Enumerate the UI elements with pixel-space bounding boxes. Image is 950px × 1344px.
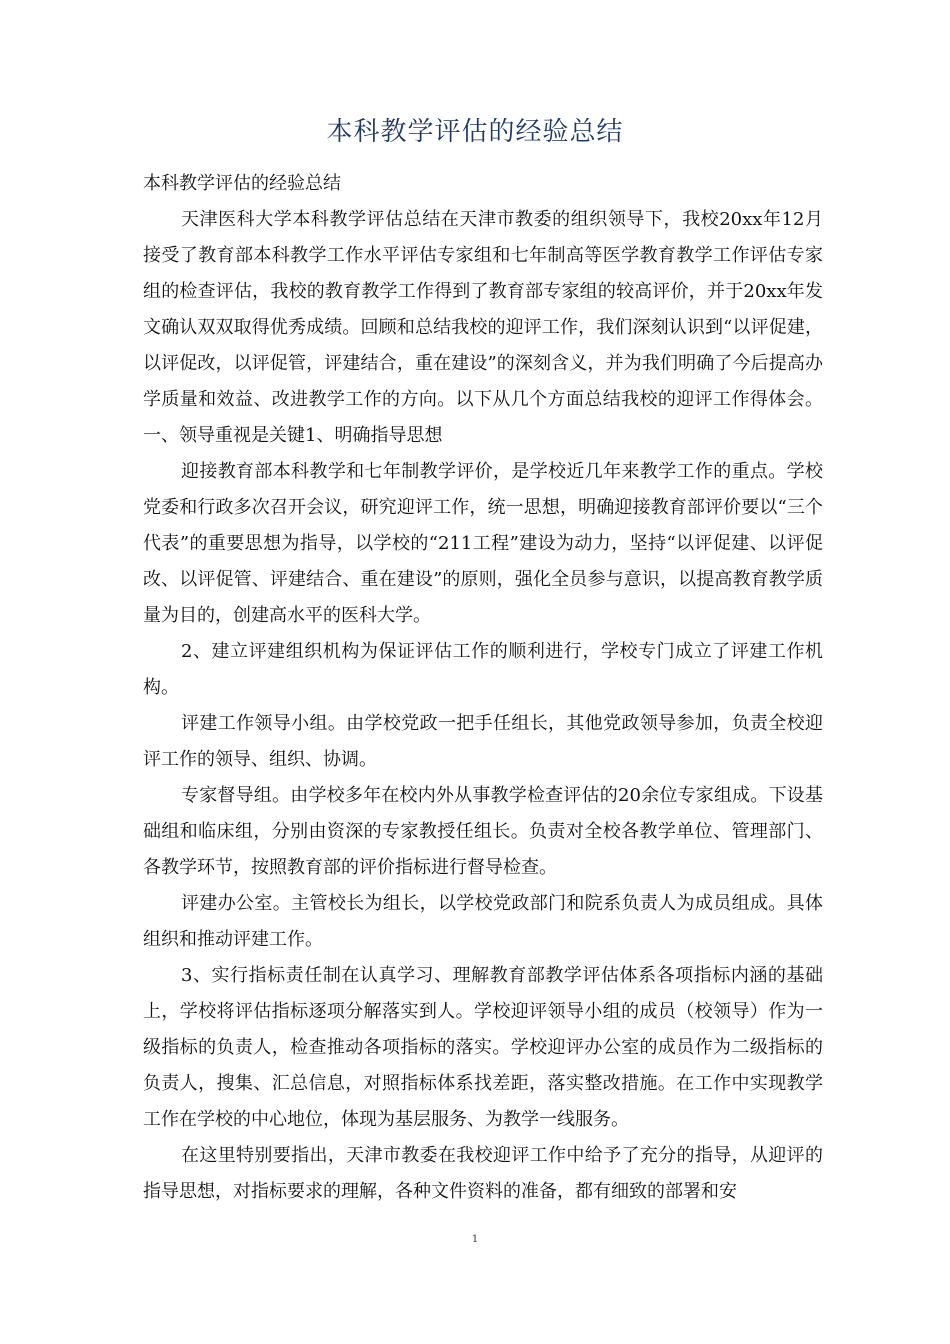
paragraph-2: 迎接教育部本科教学和七年制教学评价，是学校近几年来教学工作的重点。学校党委和行政多次召开会议，研究迎评工作，统一思想，明确迎接教育部评价要以“三个代表”的重要思想为指导，以学校的“211工程”建设为动力，坚持“以评促建、以评促改、以评促管、评建结合、重在建设”的原则，强化全员参与意识，以提高教育教学质量为目的，创建高水平的医科大学。: [143, 461, 823, 626]
document-title: 本科教学评估的经验总结: [326, 117, 624, 147]
paragraph-1: 天津医科大学本科教学评估总结在天津市教委的组织领导下，我校20xx年12月接受了教育部本科教学工作水平评估专家组和七年制高等医学教育教学工作评估专家组的检查评估，我校的教育教学工作得到了教育部专家组的较高评价，并于20xx年发文确认双双取得优秀成绩。回顾和总结我校的迎评工作，我们深刻认识到“以评促建，以评促改，以评促管，评建结合，重在建设”的深刻含义，并为我们明确了今后提高办学质量和效益、改进教学工作的方向。以下从几个方面总结我校的迎评工作得体会。一、领导重视是关键1、明确指导思想: [143, 209, 823, 446]
paragraph-6: 评建办公室。主管校长为组长，以学校党政部门和院系负责人为成员组成。具体组织和推动评建工作。: [143, 893, 823, 950]
paragraph-7: 3、实行指标责任制在认真学习、理解教育部教学评估体系各项指标内涵的基础上，学校将评估指标逐项分解落实到人。学校迎评领导小组的成员（校领导）作为一级指标的负责人，检查推动各项指标的落实。学校迎评办公室的成员作为二级指标的负责人，搜集、汇总信息，对照指标体系找差距，落实整改措施。在工作中实现教学工作在学校的中心地位，体现为基层服务、为教学一线服务。: [143, 965, 823, 1130]
paragraph-4: 评建工作领导小组。由学校党政一把手任组长，其他党政领导参加，负责全校迎评工作的领导、组织、协调。: [143, 713, 823, 770]
paragraph-8: 在这里特别要指出，天津市教委在我校迎评工作中给予了充分的指导，从迎评的指导思想，对指标要求的理解，各种文件资料的准备，都有细致的部署和安: [143, 1145, 823, 1202]
document-subtitle: 本科教学评估的经验总结: [143, 173, 341, 194]
page-number: 1: [471, 1234, 479, 1245]
paragraph-5: 专家督导组。由学校多年在校内外从事教学检查评估的20余位专家组成。下设基础组和临床组，分别由资深的专家教授任组长。负责对全校各教学单位、管理部门、各教学环节，按照教育部的评价指标进行督导检查。: [143, 785, 823, 878]
paragraph-3: 2、建立评建组织机构为保证评估工作的顺利进行，学校专门成立了评建工作机构。: [143, 641, 823, 698]
document-body: [143, 166, 823, 1210]
